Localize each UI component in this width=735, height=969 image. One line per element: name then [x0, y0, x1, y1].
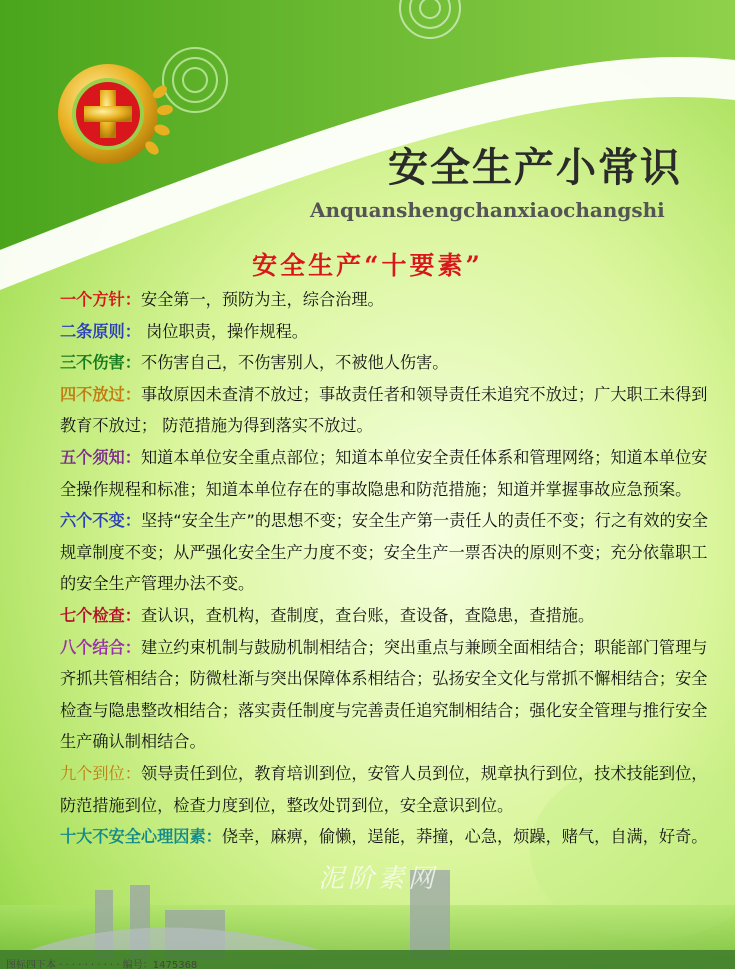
rule-item: [60, 316, 720, 348]
rule-item: [60, 379, 720, 442]
rule-text: 领导责任到位，教育培训到位，安管人员到位，规章执行到位，技术技能到位，防范措施到位，检查力度到位，整改处罚到位，安全意识到位。: [60, 763, 708, 815]
rule-label: 七个检查：: [60, 605, 141, 625]
rule-label: 三不伤害：: [60, 353, 141, 373]
rule-text: 侥幸，麻痹，偷懒，逞能，莽撞，心急，烦躁，赌气，自满，好奇。: [221, 827, 708, 847]
rule-label: 八个结合：: [60, 637, 141, 657]
rule-text: 岗位职责，操作规程。: [140, 321, 308, 341]
footer-id-text: 图标四下本 · · · · · · · · · · 编号：1475368: [6, 960, 198, 969]
safety-rules-list: [60, 284, 720, 853]
rule-label: 一个方针：: [60, 290, 141, 309]
rule-item: [60, 758, 720, 821]
poster-title: 安全生产小常识: [388, 144, 682, 191]
rule-label: 四不放过：: [60, 384, 141, 404]
rule-item: [60, 632, 720, 758]
poster-subtitle: Anquanshengchanxiaochangshi: [310, 198, 665, 222]
rule-text: 建立约束机制与鼓励机制相结合；突出重点与兼顾全面相结合；职能部门管理与齐抓共管相结合；防微杜渐与突出保障体系相结合；弘扬安全文化与常抓不懈相结合；安全检查与隐患整改相结合；落实责任制度与完善责任追究制相结合；强化安全管理与推行安全生产确认制相结合。: [60, 637, 708, 752]
rule-item: [60, 284, 720, 316]
rule-text: 不伤害自己，不伤害别人，不被他人伤害。: [140, 353, 449, 373]
rule-text: 查认识，查机构，查制度，查台账，查设备，查隐患，查措施。: [140, 605, 595, 625]
rule-label: 十大不安全心理因素：: [60, 827, 222, 847]
rule-item: [60, 505, 720, 600]
rule-label: 九个到位：: [60, 763, 141, 783]
rule-text: 事故原因未查清不放过；事故责任者和领导责任未追究不放过；广大职工未得到教育不放过； 防范措施为得到落实不放过。: [60, 384, 708, 436]
rule-item: [60, 442, 720, 505]
rule-text: 坚持“安全生产”的思想不变；安全生产第一责任人的责任不变；行之有效的安全规章制度不变；从严强化安全生产力度不变；安全生产一票否决的原则不变；充分依靠职工的安全生产管理办法不变。: [60, 511, 709, 594]
watermark-text: 泥阶素网: [318, 864, 439, 894]
safety-emblem-icon: [50, 52, 180, 182]
rule-item: [60, 821, 720, 853]
rule-item: [60, 347, 720, 379]
rule-label: 二条原则：: [60, 321, 141, 341]
rule-text: 安全第一，预防为主，综合治理。: [140, 290, 384, 309]
rule-text: 知道本单位安全重点部位；知道本单位安全责任体系和管理网络；知道本单位安全操作规程和标准；知道本单位存在的事故隐患和防范措施；知道并掌握事故应急预案。: [60, 447, 708, 499]
rule-label: 五个须知：: [60, 447, 141, 467]
rule-item: [60, 600, 720, 632]
rule-label: 六个不变：: [60, 511, 141, 531]
section-heading: 安全生产“十要素”: [252, 251, 483, 280]
